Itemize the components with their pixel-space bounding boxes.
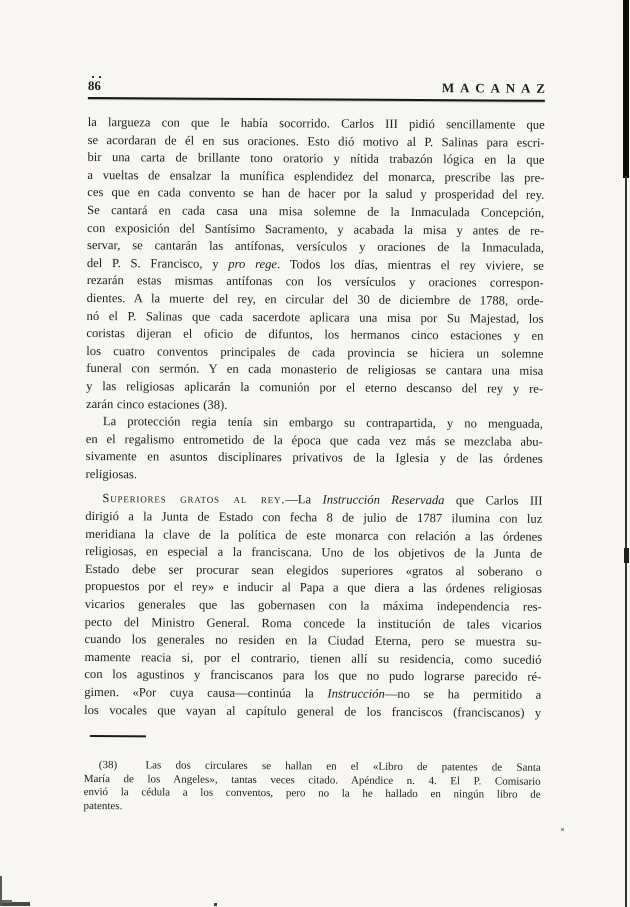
italic-text: pro rege	[228, 256, 278, 271]
text-line: religiosas, en especial a la franciscana. Uno de los objetivos de la Junta de	[85, 544, 543, 562]
text-line: servar, se cantarán las antífonas, versículos y oraciones de la Inmaculada,	[86, 238, 545, 255]
text-line: propuestos por el rey» e inducir al Papa a que diera a las órdenes religiosas	[84, 579, 542, 597]
text-line: dirigió a la Junta de Estado con fecha 8 de julio de 1787 ilumina con luz	[85, 509, 543, 526]
text-line: bir una carta de brillante tono oratorio y nítida trabazón lógica en la que	[87, 150, 545, 167]
text-line: del P. S. Francisco, y pro rege. Todos los días, mientras el rey viviere, se	[86, 255, 544, 273]
text-line: zarán cinco estaciones (38).	[85, 396, 228, 412]
body-text	[84, 114, 545, 722]
page-header	[87, 78, 551, 96]
scan-corner-artifact-2	[0, 900, 12, 903]
text-line: envió la cédula a los conventos, pero no la he hallado en ningún libro de	[83, 786, 541, 802]
text-line: con los agustinos y franciscanos para los que no pudo lograrse parecido ré-	[84, 667, 542, 685]
text-line: a vueltas de ensalzar la munífica esplendidez del monarca, prescribe las pre-	[87, 167, 545, 185]
smallcaps-heading: Superiores gratos al rey.	[102, 491, 286, 507]
page-content	[83, 78, 551, 816]
text-line: meridiana la clave de la política de este monarca con relación a las órdenes	[85, 526, 543, 544]
text-line: patentes.	[83, 799, 123, 813]
text-line: funeral con sermón. Y en cada monasterio de religiosas se cantara una misa	[86, 361, 544, 379]
scan-corner-artifact-3	[0, 876, 2, 906]
text-line: en el regalismo entrometido de la época que cada vez más se mezclaba abu-	[85, 431, 543, 449]
text-line: María de los Angeles», tantas veces citado. Apéndice n. 4. El P. Comisario	[83, 772, 541, 788]
paragraph-3	[84, 490, 542, 722]
text-line: Se cantará en cada casa una misa solemne de la Inmaculada Concepción,	[87, 202, 545, 220]
text-line: mamente reacia si, por el contrario, tienen allí su residencia, como sucedió	[84, 649, 542, 667]
text-line: nó el P. Salinas que cada sacerdote aplicara una misa por Su Majestad, los	[86, 308, 544, 326]
page-number: 86	[87, 78, 101, 94]
scan-edge-artifact-thin	[625, 176, 627, 907]
text-line: Estado debe ser procurar sean elegidos superiores «gratos al soberano o	[84, 561, 543, 579]
paragraph-1	[86, 114, 545, 416]
text-line: los vocales que vayan al capítulo general de los franciscos (franciscanos) y	[84, 702, 542, 720]
footnote	[84, 759, 541, 816]
text-line: (38) Las dos circulares se hallan en el «Libro de patentes de Santa	[98, 759, 541, 774]
text-line: religiosas.	[85, 466, 138, 482]
text-line: y las religiosas aplicarán la comunión por el eterno descanso del rey y re-	[86, 378, 544, 396]
footnote-separator	[90, 735, 146, 737]
text-line: rezarán estas mismas antífonas con los versículos y oraciones correspon-	[86, 273, 544, 291]
text-line: sivamente en asuntos disciplinares privativos de la Iglesia y de las órdenes	[85, 449, 543, 467]
text-line: pecto del Ministro General. Roma concede la institución de tales vicarios	[84, 614, 542, 632]
scan-speck	[561, 828, 564, 831]
text-line: gimen. «Por cuya causa—continúa la Instrucción—no se ha permitido a	[84, 684, 542, 702]
paragraph-2	[86, 413, 543, 486]
text-line: ces que en cada convento se han de hacer por la salud y prosperidad del rey.	[87, 185, 545, 203]
italic-text: Instrucción Reservada	[322, 492, 445, 508]
text-line: Superiores gratos al rey.—La Instrucción Reservada que Carlos III	[102, 491, 543, 509]
text-line: coristas dijeran el oficio de difuntos, los hermanos cinco estaciones y en	[86, 326, 544, 343]
text-line: La protección regia tenía sin embargo su contrapartida, y no menguada,	[102, 414, 543, 431]
running-title: MACANAZ	[441, 80, 551, 96]
text-line: la largueza con que le había socorrido. Carlos III pidió sencillamente que	[87, 114, 545, 132]
scan-corner-artifact	[0, 902, 30, 906]
text-line: se acordaran de él en sus oraciones. Esto dió motivo al P. Salinas para escri-	[87, 132, 545, 150]
italic-text: Instrucción	[327, 686, 385, 701]
scan-speck	[214, 903, 217, 906]
text-line: vicarios generales que las gobernasen con la máxima independencia res-	[84, 597, 542, 614]
text-line: los cuatro conventos principales de cada provincia se hiciera un solemne	[86, 343, 544, 361]
scan-edge-artifact-blip	[624, 548, 629, 563]
text-line: cuando los generales no residen en la Ciudad Eterna, pero se muestra su-	[84, 632, 542, 649]
text-line: con exposición del Santísimo Sacramento, y acabada la misa y antes de re-	[87, 220, 545, 238]
header-rule	[88, 97, 545, 102]
scan-edge-artifact-thick	[623, 0, 629, 178]
text-line: dientes. A la muerte del rey, en circular del 30 de diciembre de 1788, orde-	[86, 290, 544, 308]
